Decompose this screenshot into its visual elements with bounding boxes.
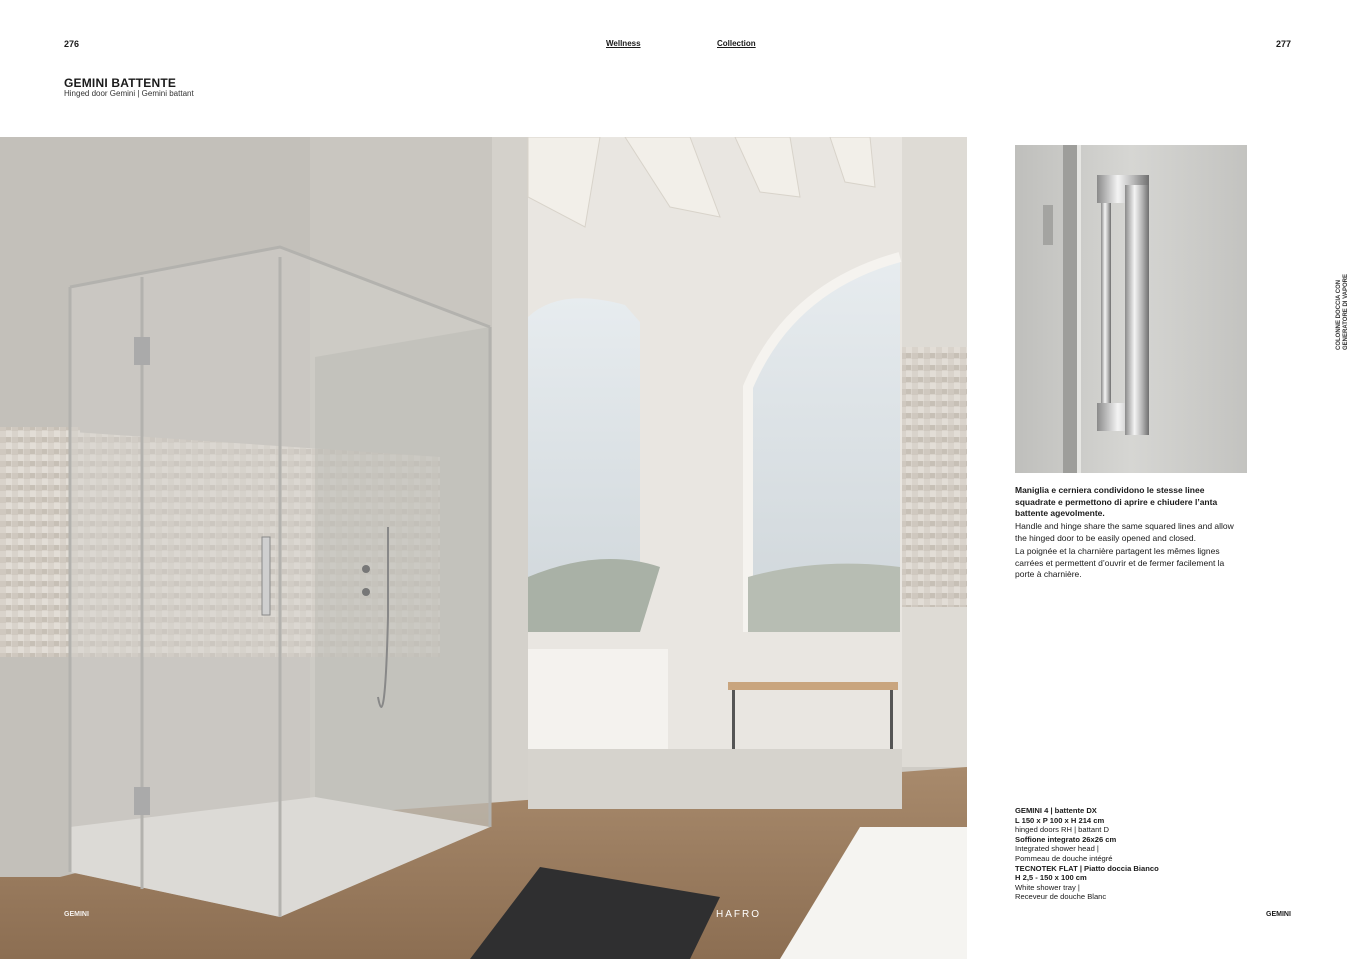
section-sidebar-label [1336, 260, 1348, 350]
spec-tray-dimensions: H 2,5 - 150 x 100 cm [1015, 873, 1087, 883]
description-italian: Maniglia e cerniera condividono le stesse linee squadrate e permettono di aprire e chiudere l’anta battente agevolmente. [1015, 485, 1218, 518]
handle-detail-photo [1015, 145, 1247, 473]
product-subtitle: Hinged door Gemini | Gemini battant [64, 89, 194, 98]
footer-right-label: GEMINI [1266, 911, 1291, 918]
spec-tray: TECNOTEK FLAT | Piatto doccia Bianco [1015, 863, 1159, 873]
page-number-right: 277 [1276, 39, 1292, 49]
spec-model: GEMINI 4 | battente DX [1015, 806, 1097, 815]
nav-link-wellness[interactable]: Wellness [606, 39, 641, 48]
spec-shower-head: Soffione integrato 26x26 cm [1015, 834, 1117, 844]
brand-logo: HAFRO [716, 909, 761, 920]
product-title: GEMINI BATTENTE [64, 76, 177, 90]
spec-door-type: hinged doors RH | battant D [1015, 825, 1109, 835]
sidebar-line-1: COLONNE DOCCIA CON [1336, 279, 1342, 350]
spec-shower-head-fr: Pommeau de douche intégré [1015, 853, 1113, 863]
footer-left-label: GEMINI [64, 911, 89, 918]
sidebar-line-2: GENERATORE DI VAPORE [1343, 273, 1349, 350]
nav-link-collection[interactable]: Collection [717, 39, 756, 48]
description-english: Handle and hinge share the same squared lines and allow the hinged door to be easily opened and closed. [1015, 521, 1234, 543]
spec-tray-fr: Receveur de douche Blanc [1015, 892, 1107, 902]
spec-dimensions: L 150 x P 100 x H 214 cm [1015, 815, 1105, 825]
bathroom-photo [0, 137, 967, 959]
spec-tray-en: White shower tray | [1015, 882, 1080, 892]
spec-shower-head-en: Integrated shower head | [1015, 844, 1099, 854]
description-french: La poignée et la charnière partagent les mêmes lignes carrées et permettent d’ouvrir et de fermer facilement la porte à charnière. [1015, 546, 1225, 579]
page-number-left: 276 [64, 39, 80, 49]
product-specs [1015, 806, 1245, 902]
